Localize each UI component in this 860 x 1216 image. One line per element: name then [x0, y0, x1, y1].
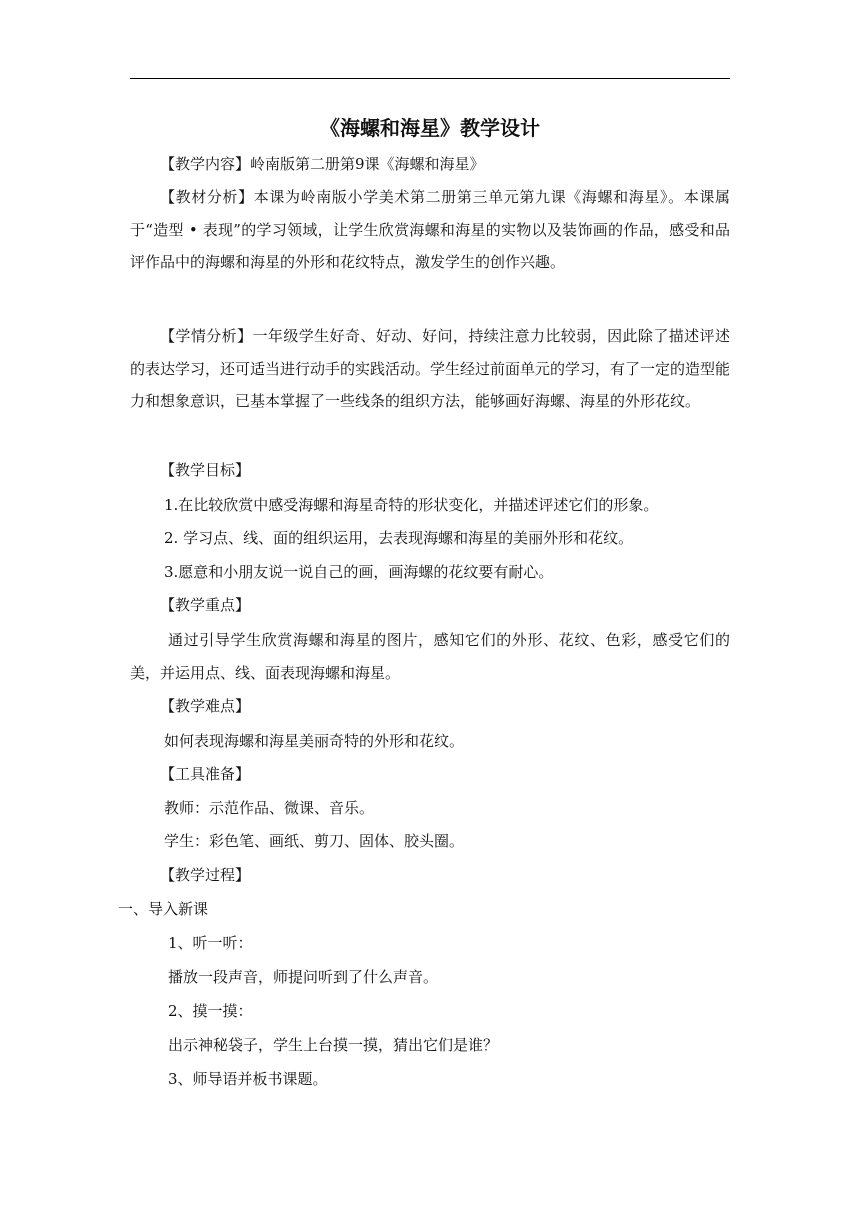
- process-heading: [130, 859, 730, 892]
- process-section-1: 一、导入新课: [118, 900, 209, 918]
- process-step-touch: 2、摸一摸：: [168, 1002, 253, 1020]
- teaching-content-label: 【教学内容】: [160, 155, 251, 173]
- process-label: 【教学过程】: [160, 866, 251, 884]
- document-title: 《海螺和海星》教学设计: [320, 116, 540, 140]
- difficulties-label: 【教学难点】: [160, 697, 251, 715]
- tools-teacher: 教师：示范作品、微课、音乐。: [164, 799, 375, 817]
- key-points-text: 通过引导学生欣赏海螺和海星的图片，感知它们的外形、花纹、色彩，感受它们的美，并运用点、线、面表现海螺和海星。: [130, 631, 730, 682]
- process-step-intro: 3、师导语并板书课题。: [168, 1070, 328, 1088]
- tools-heading: [130, 758, 730, 791]
- teaching-content-text: 岭南版第二册第9课《海螺和海星》: [250, 155, 485, 173]
- material-analysis-label: 【教材分析】: [160, 188, 254, 206]
- material-analysis: [130, 181, 730, 279]
- teaching-content: [130, 148, 730, 181]
- key-points-heading: [130, 589, 730, 622]
- student-analysis-text: 一年级学生好奇、好动、好问，持续注意力比较弱，因此除了描述评述的表达学习，还可适当进行动手的实践活动。学生经过前面单元的学习，有了一定的造型能力和想象意识，已基本掌握了一些线条的组织方法，能够画好海螺、海星的外形花纹。: [130, 327, 731, 411]
- student-analysis: [130, 320, 730, 418]
- goal-item-1: 1.在比较欣赏中感受海螺和海星奇特的形状变化，并描述评述它们的形象。: [164, 496, 659, 514]
- goal-item-3: 3.愿意和小朋友说一说自己的画，画海螺的花纹要有耐心。: [164, 563, 554, 581]
- teaching-goals-label: 【教学目标】: [160, 461, 251, 479]
- goal-item-2: 2. 学习点、线、面的组织运用，去表现海螺和海星的美丽外形和花纹。: [164, 529, 634, 547]
- header-rule: [130, 78, 730, 79]
- student-analysis-label: 【学情分析】: [160, 327, 253, 345]
- difficulties-heading: [130, 690, 730, 723]
- tools-student: 学生：彩色笔、画纸、剪刀、固体、胶头圈。: [164, 832, 465, 850]
- process-step-listen-detail: 播放一段声音，师提问听到了什么声音。: [168, 968, 439, 986]
- difficulties-text: 如何表现海螺和海星美丽奇特的外形和花纹。: [164, 732, 465, 750]
- material-analysis-text: 本课为岭南版小学美术第二册第三单元第九课《海螺和海星》。本课属于“造型 • 表现”的学习领域，让学生欣赏海螺和海星的实物以及装饰画的作品，感受和品评作品中的海螺和海星的外形和花纹特点，激发学生的创作兴趣。: [130, 188, 730, 272]
- process-step-touch-detail: 出示神秘袋子，学生上台摸一摸，猜出它们是谁？: [168, 1036, 499, 1054]
- tools-label: 【工具准备】: [160, 765, 251, 783]
- teaching-goals-heading: [130, 454, 730, 487]
- key-points-label: 【教学重点】: [160, 596, 251, 614]
- process-step-listen: 1、听一听：: [168, 934, 253, 952]
